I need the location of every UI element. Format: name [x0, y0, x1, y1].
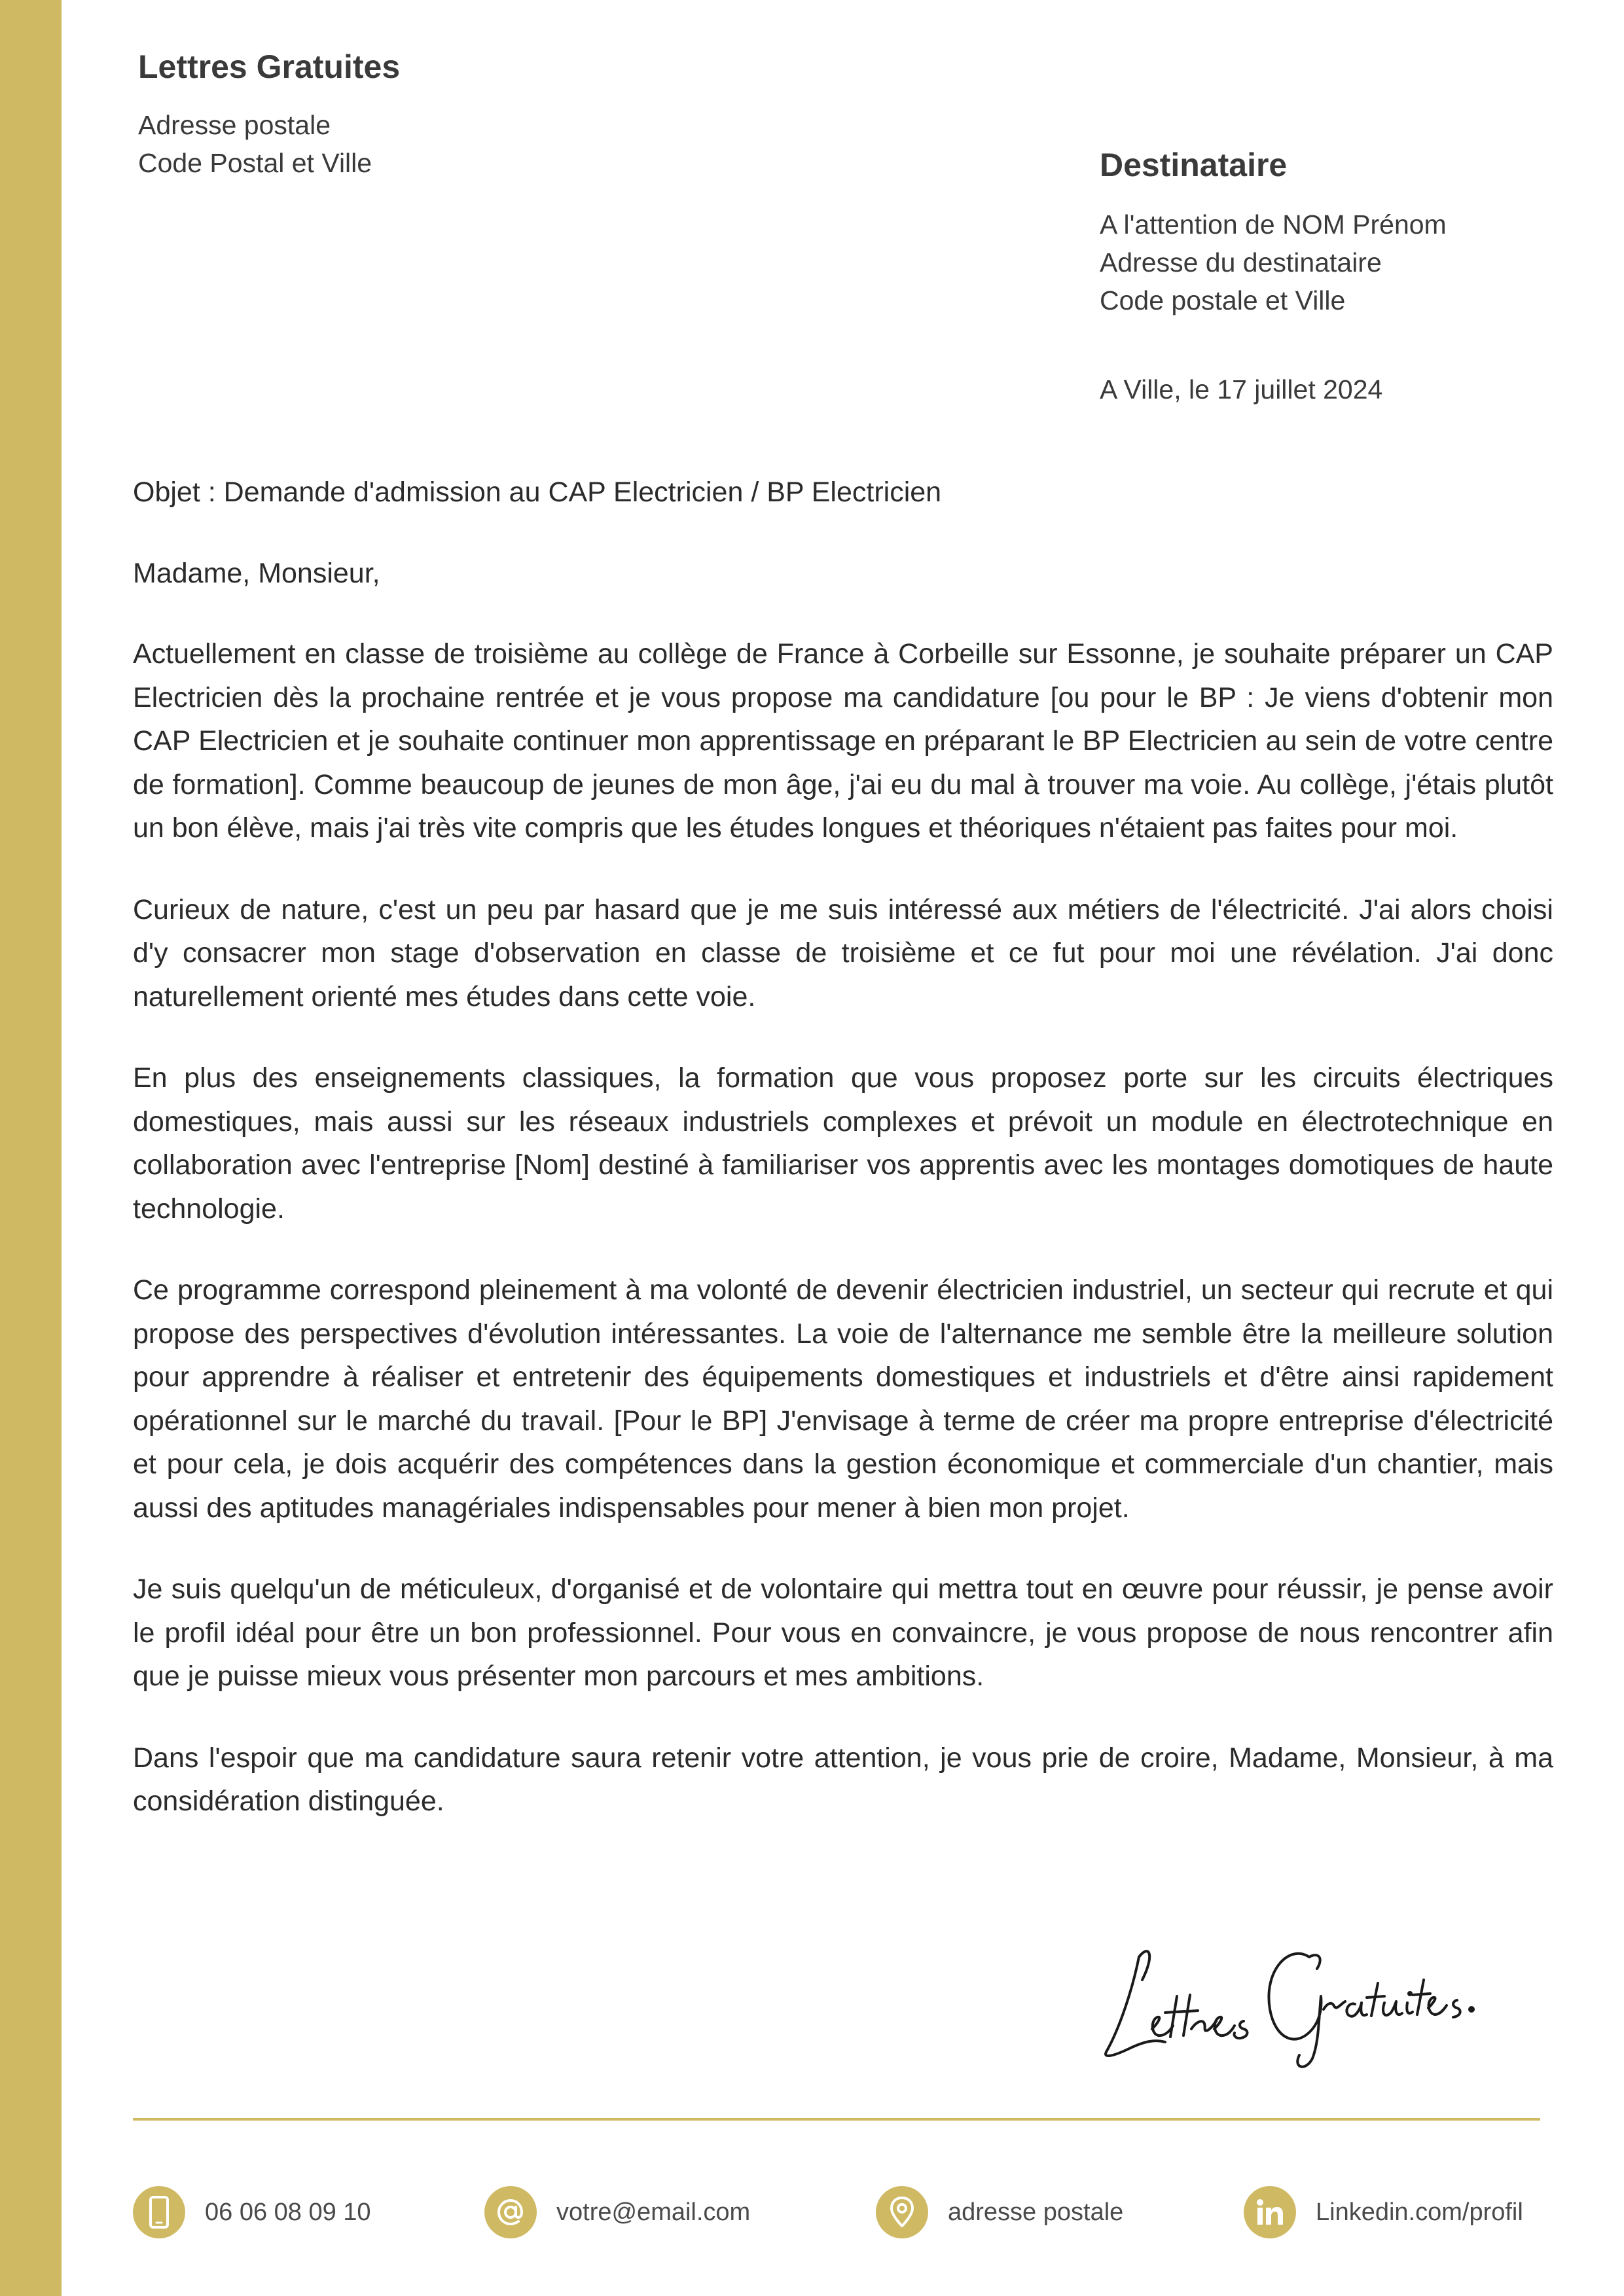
contact-phone [133, 2186, 371, 2238]
letter-date: A Ville, le 17 juillet 2024 [1100, 374, 1383, 404]
accent-sidebar [0, 0, 62, 2296]
sender-address: Adresse postale [138, 110, 331, 140]
contact-linkedin [1244, 2186, 1523, 2238]
contact-email [484, 2186, 750, 2238]
letter-body [133, 632, 1553, 1861]
recipient-city: Code postale et Ville [1100, 285, 1346, 315]
paragraph-6: Dans l'espoir que ma candidature saura retenir votre attention, je vous prie de croire, Madame, Monsieur, à ma considération distinguée. [133, 1742, 1553, 1817]
footer-divider [133, 2118, 1540, 2121]
letter-salutation: Madame, Monsieur, [133, 558, 380, 589]
contact-address-text: adresse postale [948, 2198, 1124, 2226]
recipient-title: Destinataire [1100, 147, 1288, 183]
contact-address [876, 2186, 1123, 2238]
contact-email-text[interactable]: votre@email.com [556, 2198, 751, 2226]
contact-linkedin-text[interactable]: Linkedin.com/profil [1316, 2198, 1523, 2226]
recipient-attention: A l'attention de NOM Prénom [1100, 209, 1447, 240]
paragraph-2: Curieux de nature, c'est un peu par hasard que je me suis intéressé aux métiers de l'électricité. J'ai alors choisi d'y consacrer mon stage d'observation en classe de troisième et ce fut pour moi une révélation. J'ai donc naturellement orienté mes études dans cette voie. [133, 893, 1553, 1013]
paragraph-5: Je suis quelqu'un de méticuleux, d'organisé et de volontaire qui mettra tout en œuvre pour réussir, je pense avoir le profil idéal pour être un bon professionnel. Pour vous en convaincre, je vous propose de nous rencontrer afin que je puisse mieux vous présenter mon parcours et mes ambitions. [133, 1573, 1553, 1692]
sender-name: Lettres Gratuites [138, 48, 401, 85]
letter-subject: Objet : Demande d'admission au CAP Electricien / BP Electricien [133, 476, 942, 508]
map-pin-icon [876, 2186, 928, 2238]
recipient-address: Adresse du destinataire [1100, 247, 1382, 278]
paragraph-4: Ce programme correspond pleinement à ma volonté de devenir électricien industriel, un secteur qui recrute et qui propose des perspectives d'évolution intéressantes. La voie de l'alternance me semble être la meilleure solution pour apprendre à réaliser et entretenir des équipements domestiques et industriels et d'être ainsi rapidement opérationnel sur le marché du travail. [Pour le BP] J'envisage à terme de créer ma propre entreprise d'électricité et pour cela, je dois acquérir des compétences dans la gestion économique et commerciale d'un chantier, mais aussi des aptitudes managériales indispensables pour mener à bien mon projet. [133, 1274, 1553, 1524]
handwritten-signature [1093, 1918, 1486, 2075]
linkedin-icon [1244, 2186, 1296, 2238]
sender-block [138, 47, 400, 182]
recipient-block [1100, 145, 1447, 319]
paragraph-3: En plus des enseignements classiques, la formation que vous proposez porte sur les circuits électriques domestiques, mais aussi sur les réseaux industriels complexes et prévoit un module en électrotechnique en collaboration avec l'entreprise [Nom] destiné à familiariser vos apprentis avec les montages domotiques de haute technologie. [133, 1062, 1553, 1225]
at-sign-icon [484, 2186, 537, 2238]
sender-city: Code Postal et Ville [138, 148, 372, 178]
phone-icon [133, 2186, 185, 2238]
contact-phone-text: 06 06 08 09 10 [205, 2198, 371, 2226]
paragraph-1: Actuellement en classe de troisième au collège de France à Corbeille sur Essonne, je souhaite préparer un CAP Electricien dès la prochaine rentrée et je vous propose ma candidature [ou pour le BP : Je viens d'obtenir mon CAP Electricien et je souhaite continuer mon apprentissage en préparant le BP Electricien au sein de votre centre de formation]. Comme beaucoup de jeunes de mon âge, j'ai eu du mal à trouver ma voie. Au collège, j'étais plutôt un bon élève, mais j'ai très vite compris que les études longues et théoriques n'étaient pas faites pour moi. [133, 638, 1553, 844]
